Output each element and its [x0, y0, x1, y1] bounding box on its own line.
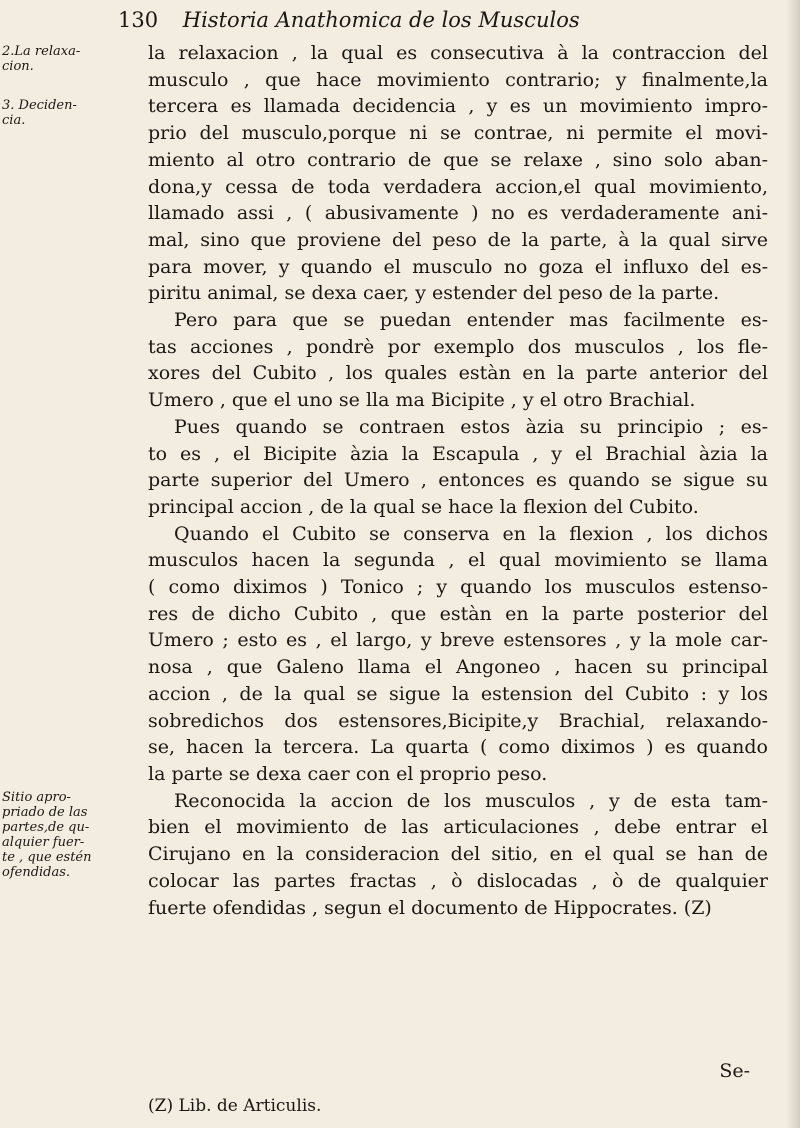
text-line: ( como diximos ) Tonico ; y quando los musculos estenso- — [148, 576, 768, 599]
text-line: Quando el Cubito se conserva en la flexion , los dichos — [174, 522, 768, 545]
text-line: parte superior del Umero , entonces es quando se sigue su — [148, 469, 768, 492]
text-line: Reconocida la accion de los musculos , y de esta tam- — [174, 789, 768, 812]
footnote: (Z) Lib. de Articulis. — [148, 1096, 322, 1116]
margin-note-line: Sitio apro- — [2, 790, 71, 805]
page-number: 130 — [118, 8, 159, 32]
text-line: nosa , que Galeno llama el Angoneo , hacen su principal — [148, 656, 768, 679]
text-line: para mover, y quando el musculo no goza el influxo del es- — [148, 255, 768, 278]
text-line: xores del Cubito , los quales estàn en la parte anterior del — [148, 362, 768, 385]
margin-note-line: 2.La relaxa- — [2, 44, 81, 59]
text-line: accion , de la qual se sigue la estension del Cubito : y los — [148, 682, 768, 705]
text-line: tas acciones , pondrè por exemplo dos musculos , los fle- — [148, 335, 768, 358]
margin-note-line: 3. Deciden- — [2, 98, 77, 113]
text-line: musculo , que hace movimiento contrario; y finalmente,la — [148, 68, 768, 91]
text-line: dona,y cessa de toda verdadera accion,el qual movimiento, — [148, 175, 768, 198]
margin-note-line: cion. — [2, 59, 34, 74]
text-line: mal, sino que proviene del peso de la parte, à la qual sirve — [148, 228, 768, 251]
text-line: musculos hacen la segunda , el qual movimiento se llama — [148, 549, 768, 572]
text-line: Umero ; esto es , el largo, y breve estensores , y la mole car- — [148, 629, 768, 652]
text-line: piritu animal, se dexa caer, y estender del peso de la parte. — [148, 282, 720, 305]
margin-note-line: te , que estén — [2, 850, 92, 865]
text-line: prio del musculo,porque ni se contrae, ni permite el movi- — [148, 122, 768, 145]
text-line: Pero para que se puedan entender mas facilmente es- — [174, 309, 768, 332]
text-line: principal accion , de la qual se hace la flexion del Cubito. — [148, 495, 699, 518]
margin-note-line: priado de las — [2, 805, 88, 820]
margin-note-line: ofendidas. — [2, 865, 71, 880]
text-line: fuerte ofendidas , segun el documento de Hippocrates. (Z) — [148, 896, 712, 919]
text-line: Umero , que el uno se lla ma Bicipite , y el otro Brachial. — [148, 389, 696, 412]
page-edge-shadow — [786, 0, 800, 1128]
running-header — [118, 8, 580, 32]
text-line: miento al otro contrario de que se relaxe , sino solo aban- — [148, 148, 768, 171]
margin-note-line: alquier fuer- — [2, 835, 85, 850]
text-line: Cirujano en la consideracion del sitio, en el qual se han de — [148, 843, 768, 866]
text-line: la parte se dexa caer con el proprio peso. — [148, 762, 548, 785]
margin-note-decidencia — [2, 98, 88, 128]
text-line: tercera es llamada decidencia , y es un movimiento impro- — [148, 95, 768, 118]
text-line: bien el movimiento de las articulaciones , debe entrar el — [148, 816, 768, 839]
text-line: la relaxacion , la qual es consecutiva à la contraccion del — [148, 42, 768, 64]
main-text-column — [148, 40, 768, 921]
text-line: se, hacen la tercera. La quarta ( como diximos ) es quando — [148, 736, 768, 759]
text-line: res de dicho Cubito , que estàn en la parte posterior del — [148, 602, 768, 625]
margin-note-relaxacion — [2, 44, 88, 74]
catchword: Se- — [719, 1060, 750, 1082]
margin-note-sitio — [2, 790, 92, 880]
text-line: llamado assi , ( abusivamente ) no es verdaderamente ani- — [148, 202, 768, 225]
margin-note-line: cia. — [2, 113, 26, 128]
running-title: Historia Anathomica de los Musculos — [182, 8, 580, 32]
margin-note-line: partes,de qu- — [2, 820, 90, 835]
text-line: Pues quando se contraen estos àzia su principio ; es- — [174, 415, 768, 438]
text-line: to es , el Bicipite àzia la Escapula , y el Brachial àzia la — [148, 442, 768, 465]
text-line: colocar las partes fractas , ò dislocadas , ò de qualquier — [148, 869, 768, 892]
text-line: sobredichos dos estensores,Bicipite,y Brachial, relaxando- — [148, 709, 768, 732]
